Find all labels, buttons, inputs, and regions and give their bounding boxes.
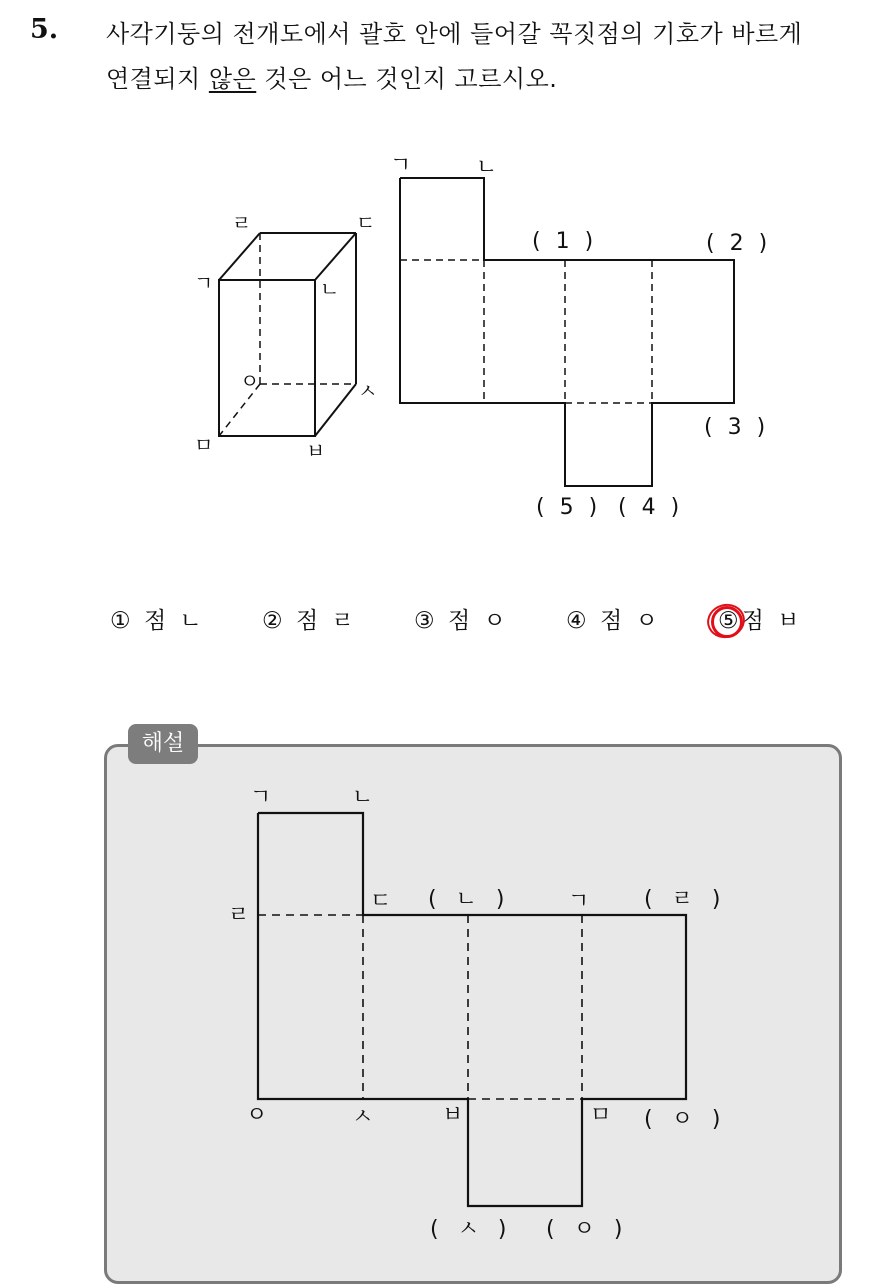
- question-underlined-word: 않은: [208, 65, 257, 93]
- question-line-2-start: 연결되지: [106, 65, 209, 93]
- prism-label: ㄴ: [320, 277, 340, 301]
- net-blank-4: ( 4 ): [618, 495, 684, 520]
- question-number: 5.: [30, 14, 59, 45]
- explanation-label: ㄹ: [228, 903, 250, 928]
- net-blank-1: ( 1 ): [532, 229, 598, 254]
- question-line-1: 사각기둥의 전개도에서 괄호 안에 들어갈 꼭짓점의 기호가 바르게: [106, 20, 803, 48]
- question-line-2: [106, 57, 876, 102]
- choice-4[interactable]: [566, 602, 661, 635]
- explanation-label: ㄱ: [568, 889, 590, 914]
- prism-front-face: [219, 280, 315, 436]
- explanation-label: ㅂ: [442, 1103, 464, 1128]
- red-circle-stroke-icon: [703, 600, 749, 643]
- choice-text: 점 ㅇ: [447, 608, 509, 634]
- choice-1[interactable]: [110, 602, 205, 635]
- choice-3[interactable]: [414, 602, 509, 635]
- net-blank-5: ( 5 ): [536, 495, 602, 520]
- choice-number: ③: [414, 608, 438, 634]
- choice-text: 점 ㅂ: [741, 608, 803, 634]
- net-label: ㄱ: [390, 153, 412, 178]
- explanation-label: ㅇ: [246, 1103, 268, 1128]
- explanation-tag: 해설: [128, 724, 198, 764]
- prism-label: ㄱ: [194, 271, 214, 295]
- explanation-label: ㄷ: [370, 889, 392, 914]
- net-label: ㄴ: [476, 155, 498, 180]
- explanation-net-figure: [220, 780, 740, 1250]
- choice-number: ①: [110, 608, 134, 634]
- net-outline: [400, 178, 734, 486]
- net-blank-2: ( 2 ): [706, 231, 772, 256]
- choice-number: ②: [262, 608, 286, 634]
- explanation-label: ㄱ: [250, 785, 272, 810]
- choice-number: ⑤: [718, 608, 742, 634]
- prism-label: ㅁ: [194, 433, 214, 457]
- prism-label: ㄷ: [356, 211, 376, 235]
- explanation-label: ㅅ: [352, 1105, 374, 1130]
- question-text: [106, 12, 876, 102]
- choice-number: ④: [566, 608, 590, 634]
- net-blank-3: ( 3 ): [704, 415, 770, 440]
- prism-figure: [180, 200, 380, 470]
- choice-text: 점 ㄴ: [143, 608, 205, 634]
- explanation-label: ㄴ: [352, 785, 374, 810]
- explanation-label: ( ㅇ ): [546, 1217, 629, 1242]
- answer-choices: [106, 602, 846, 646]
- selected-answer-mark: [718, 608, 742, 634]
- prism-label: ㄹ: [232, 211, 252, 235]
- explanation-label: ( ㄹ ): [644, 887, 727, 912]
- choice-text: 점 ㄹ: [295, 608, 357, 634]
- choice-2[interactable]: [262, 602, 357, 635]
- explanation-label: ( ㄴ ): [428, 887, 511, 912]
- choice-5[interactable]: [718, 602, 802, 635]
- prism-label: ㅇ: [240, 369, 260, 393]
- choice-text: 점 ㅇ: [599, 608, 661, 634]
- explanation-label: ( ㅅ ): [430, 1217, 513, 1242]
- net-figure: [380, 150, 800, 530]
- prism-label: ㅅ: [358, 379, 378, 403]
- explanation-net-outline: [258, 813, 686, 1206]
- explanation-label: ㅁ: [590, 1103, 612, 1128]
- prism-label: ㅂ: [306, 439, 326, 463]
- question-line-2-end: 것은 어느 것인지 고르시오.: [256, 65, 558, 93]
- explanation-label: ( ㅇ ): [644, 1107, 727, 1132]
